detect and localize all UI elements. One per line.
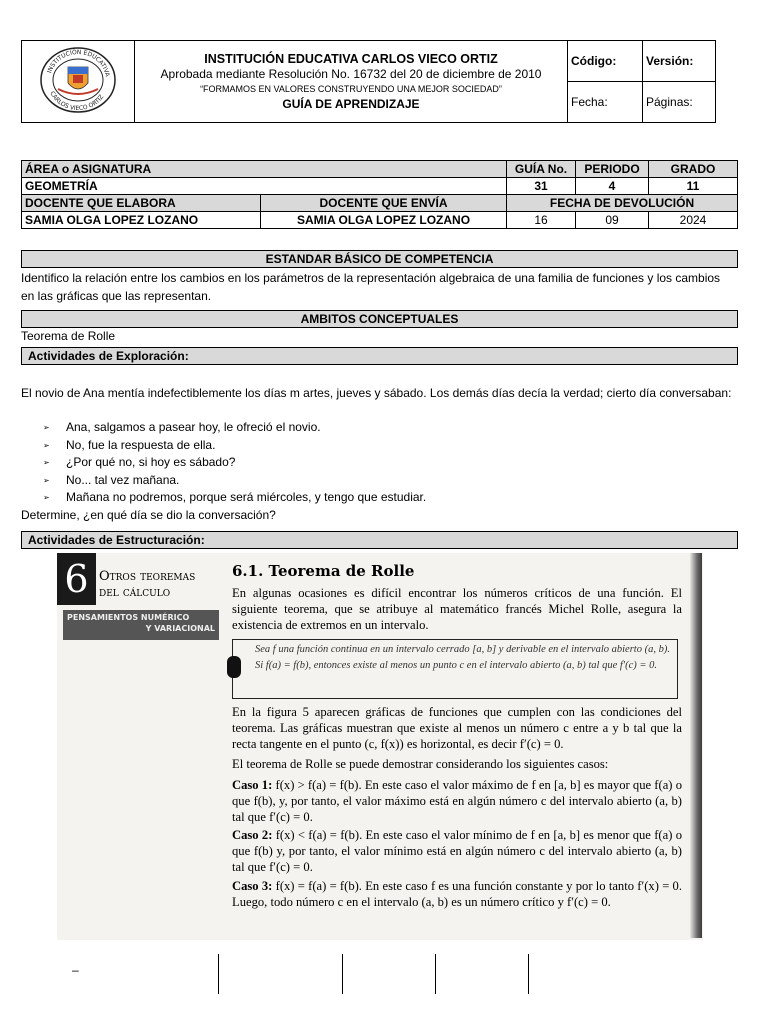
info-table — [21, 160, 738, 229]
chapter-number: 6 — [57, 553, 96, 605]
grade-label: GRADO — [649, 161, 738, 178]
list-item: ➢ ¿Por qué no, si hoy es sábado? — [21, 454, 736, 472]
book-spine-shadow — [690, 553, 702, 938]
structuring-title: Actividades de Estructuración: — [21, 531, 738, 549]
arrow-bullet-icon: ➢ — [43, 458, 50, 467]
svg-text:INSTITUCIÓN EDUCATIVA: INSTITUCIÓN EDUCATIVA — [46, 48, 111, 77]
code-label: Código: — [568, 41, 643, 82]
arrow-bullet-icon: ➢ — [43, 493, 50, 502]
list-item: ➢ Ana, salgamos a pasear hoy, le ofreció el novio. — [21, 419, 736, 437]
standard-title: ESTANDAR BÁSICO DE COMPETENCIA — [21, 250, 738, 268]
exploration-question: Determine, ¿en qué día se dio la conversación? — [21, 508, 276, 522]
guide-value: 31 — [507, 178, 576, 195]
book-paragraph-3: El teorema de Rolle se puede demostrar considerando los siguientes casos: — [232, 757, 609, 771]
list-item: ➢ No, fue la respuesta de ella. — [21, 437, 736, 455]
bullet-dot-icon — [227, 656, 241, 678]
area-value: GEOMETRÍA — [22, 178, 507, 195]
motto-text: “FORMAMOS EN VALORES CONSTRUYENDO UNA MEJOR SOCIEDAD” — [200, 83, 502, 94]
doc-type: GUÍA DE APRENDIZAJE — [282, 96, 420, 111]
sender-label: DOCENTE QUE ENVÍA — [261, 195, 507, 212]
period-label: PERIODO — [576, 161, 649, 178]
return-year: 2024 — [649, 212, 738, 229]
list-item: ➢ Mañana no podremos, porque será miércoles, y tengo que estudiar. — [21, 489, 736, 507]
footer-divider — [435, 954, 436, 994]
institution-name: INSTITUCIÓN EDUCATIVA CARLOS VIECO ORTIZ — [204, 51, 498, 66]
book-paragraph-2: En la figura 5 aparecen gráficas de funciones que cumplen con las condiciones del teorema. Las gráficas muestran que existe al menos un número c entre a y b tal que la recta tangente en el punto (c, f(x)) es horizontal, es decir f′(c) = 0. — [232, 705, 682, 751]
svg-text:CARLOS VIECO ORTIZ: CARLOS VIECO ORTIZ — [48, 89, 106, 112]
period-value: 4 — [576, 178, 649, 195]
arrow-bullet-icon: ➢ — [43, 475, 50, 485]
date-label: Fecha: — [568, 82, 643, 123]
resolution-text: Aprobada mediante Resolución No. 16732 del 20 de diciembre de 2010 — [160, 66, 542, 81]
area-label: ÁREA o ASIGNATURA — [22, 161, 507, 178]
return-month: 09 — [576, 212, 649, 229]
concepts-text: Teorema de Rolle — [21, 329, 116, 343]
version-label: Versión: — [643, 41, 716, 82]
grade-value: 11 — [649, 178, 738, 195]
guide-label: GUÍA No. — [507, 161, 576, 178]
book-paragraph-1: En algunas ocasiones es difícil encontrar los números críticos de una función. El siguiente teorema, que se atribuye al matemático francés Michel Rolle, asegura la existencia de extremos en un intervalo. — [232, 586, 682, 632]
book-heading: 6.1. Teorema de Rolle — [232, 562, 415, 580]
return-label: FECHA DE DEVOLUCIÓN — [507, 195, 738, 212]
theorem-text: Sea f una función continua en un intervalo cerrado [a, b] y derivable en el intervalo abierto (a, b). Si f(a) = f(b), entonces existe al menos un punto c en el intervalo abierto (a, b) tal que f′(c) = 0. — [255, 644, 670, 671]
title-cell — [135, 41, 568, 123]
exploration-intro: El novio de Ana mentía indefectiblemente los días m artes, jueves y sábado. Los demás días decía la verdad; cierto día conversaban: — [21, 386, 732, 400]
case-1: Caso 1: f(x) > f(a) = f(b). En este caso el valor máximo de f en [a, b] es mayor que f(a) o que f(b), y, por tanto, el valor máximo está en algún número c del intervalo abierto (a, b) tal que f′(c) = 0. — [232, 778, 682, 824]
school-seal-icon — [38, 45, 118, 115]
pages-label: Páginas: — [643, 82, 716, 123]
arrow-bullet-icon: ➢ — [43, 423, 50, 432]
concepts-title: AMBITOS CONCEPTUALES — [21, 310, 738, 328]
standard-text: Identifico la relación entre los cambios en los parámetros de la representación algebraica de una familia de funciones y los cambios en las gráficas que las representan. — [21, 271, 721, 303]
chapter-band: PENSAMIENTOS NUMÉRICO Y VARIACIONAL — [63, 610, 219, 640]
footer-divider — [528, 954, 529, 994]
author-value: SAMIA OLGA LOPEZ LOZANO — [22, 212, 261, 229]
footer-divider — [342, 954, 343, 994]
exploration-title: Actividades de Exploración: — [21, 347, 738, 365]
theorem-box — [232, 639, 678, 699]
author-label: DOCENTE QUE ELABORA — [22, 195, 261, 212]
case-2: Caso 2: f(x) < f(a) = f(b). En este caso el valor mínimo de f en [a, b] es menor que f(a) o que f(b) y, por tanto, el valor mínimo está en algún número c del intervalo abierto (a, b) tal que f′(c) = 0. — [232, 828, 682, 874]
book-page-image — [57, 553, 703, 940]
list-item: ➢ No... tal vez mañana. — [21, 472, 736, 490]
arrow-bullet-icon: ➢ — [43, 440, 50, 450]
dialog-list — [21, 419, 736, 507]
footer-divider — [218, 954, 219, 994]
header-table — [21, 40, 716, 123]
chapter-title: Otros teoremas del cálculo — [99, 569, 196, 600]
case-3: Caso 3: f(x) = f(a) = f(b). En este caso f es una función constante y por lo tanto f′(x) = 0. Luego, todo número c en el intervalo (a, b) es un número crítico y f′(c) = 0. — [232, 879, 683, 909]
sender-value: SAMIA OLGA LOPEZ LOZANO — [261, 212, 507, 229]
exploration-list-wrap — [21, 419, 736, 507]
footer-dash: – — [72, 963, 79, 977]
return-day: 16 — [507, 212, 576, 229]
logo-cell — [22, 41, 135, 123]
